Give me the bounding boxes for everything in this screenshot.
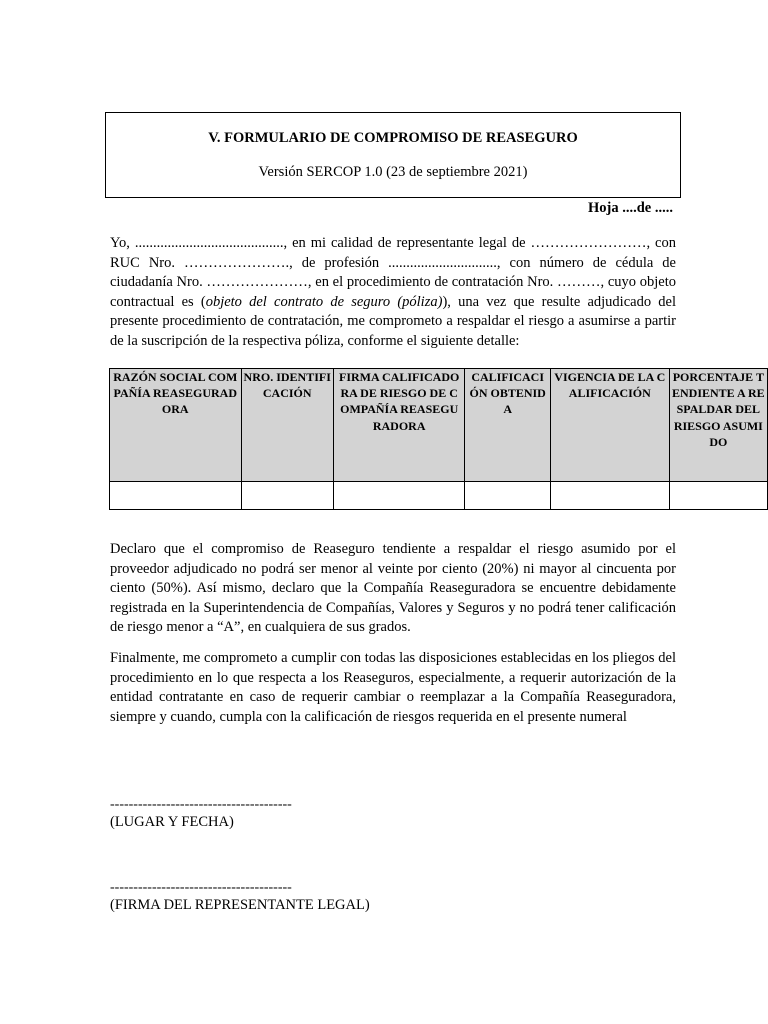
header-rating-obtained: CALIFICACIÓN OBTENIDA <box>465 369 550 482</box>
table-header-row <box>110 369 768 482</box>
table-row <box>110 482 768 510</box>
declaration-paragraph: Declaro que el compromiso de Reaseguro tendiente a respaldar el riesgo asumido por el proveedor adjudicado no podrá ser menor al veinte por ciento (20%) ni mayor al cincuenta por ciento (50%). Así mismo, declaro que la Compañía Reaseguradora se encuentre debidamente registrada en la Superintendencia de Compañías, Valores y Seguros y no podrá tener calificación de riesgo menor a “A”, en cualquiera de sus grados. <box>110 541 676 636</box>
cell-rating-validity[interactable] <box>550 482 669 510</box>
intro-paragraph <box>110 234 676 352</box>
place-date-label: (LUGAR Y FECHA) <box>110 814 234 830</box>
reinsurance-table <box>109 368 768 510</box>
form-version: Versión SERCOP 1.0 (23 de septiembre 2021) <box>258 164 528 180</box>
header-risk-percentage: PORCENTAJE TENDIENTE A RESPALDAR DEL RIESGO ASUMIDO <box>669 369 767 482</box>
header-company-name: RAZÓN SOCIAL COMPAÑÍA REASEGURADORA <box>110 369 242 482</box>
final-paragraph: Finalmente, me comprometo a cumplir con todas las disposiciones establecidas en los pliegos del procedimiento en lo que respecta a los Reaseguros, especialmente, a requerir autorización de la entidad contratante en caso de requerir cambiar o reemplazar a la Compañía Reaseguradora, siempre y cuando, cumpla con la calificación de riesgos requerida en el presente numeral <box>110 650 676 725</box>
cell-company-name[interactable] <box>110 482 242 510</box>
cell-rating-agency[interactable] <box>333 482 465 510</box>
cell-risk-percentage[interactable] <box>669 482 767 510</box>
intro-text-start: Yo, ........................................., en mi calidad de representante legal de ……………………, con RUC Nro. …………………., de profesión .............................., con número de cédula de ciudadanía Nro. …………………, en el procedimiento de contratación Nro. ………, cuyo objeto contractual es ( <box>110 235 676 310</box>
cell-rating-obtained[interactable] <box>465 482 550 510</box>
intro-text-end: ), una vez que resulte adjudicado del presente procedimiento de contratación, me comprometo a respaldar el riesgo a asumirse a partir de la suscripción de la respectiva póliza, conforme el siguiente detalle: <box>110 293 676 349</box>
sheet-number: Hoja ....de ..... <box>588 200 673 216</box>
header-rating-validity: VIGENCIA DE LA CALIFICACIÓN <box>550 369 669 482</box>
contract-object-placeholder: objeto del contrato de seguro (póliza) <box>205 293 443 310</box>
header-identification: NRO. IDENTIFICACIÓN <box>241 369 333 482</box>
place-date-line: --------------------------------------- <box>110 797 292 812</box>
form-header-box <box>105 112 681 198</box>
header-rating-agency: FIRMA CALIFICADORA DE RIESGO DE COMPAÑÍA REASEGURADORA <box>333 369 465 482</box>
cell-identification[interactable] <box>241 482 333 510</box>
signature-line: --------------------------------------- <box>110 880 292 895</box>
signature-label: (FIRMA DEL REPRESENTANTE LEGAL) <box>110 897 370 913</box>
form-title: V. FORMULARIO DE COMPROMISO DE REASEGURO <box>208 130 578 146</box>
